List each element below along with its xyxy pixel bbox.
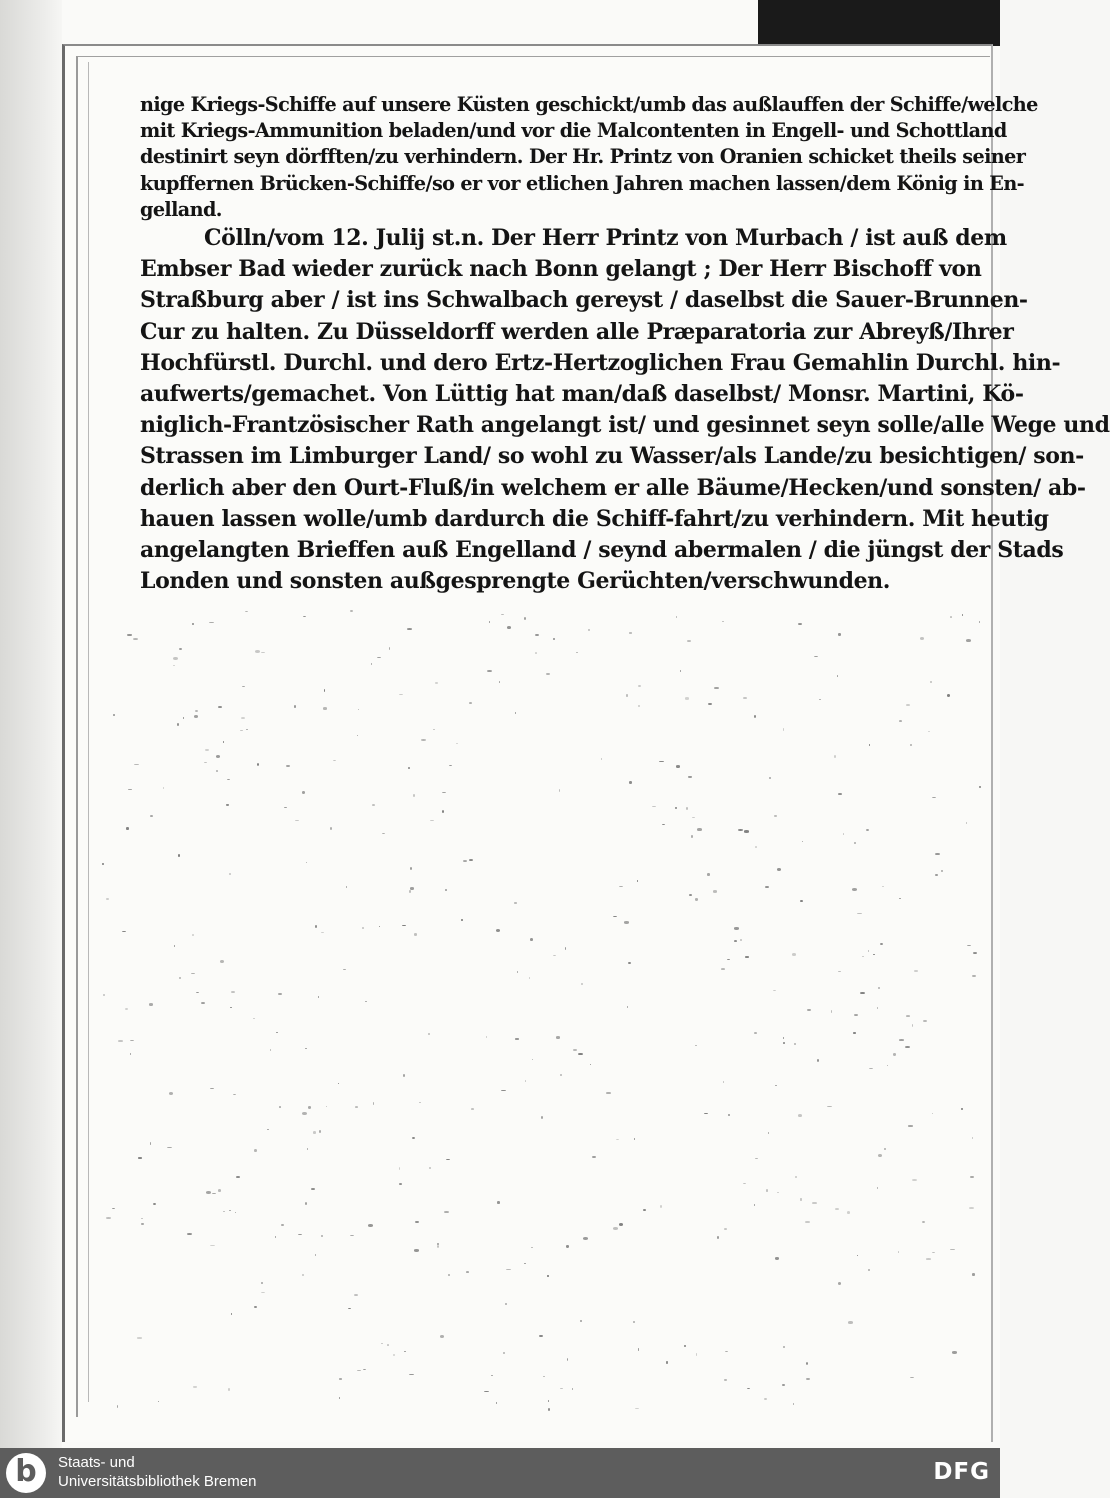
scan-speck	[624, 921, 629, 923]
scan-speck	[666, 1361, 667, 1363]
scan-speck	[228, 1388, 229, 1391]
scan-speck	[236, 1176, 240, 1178]
scan-speck	[854, 1014, 858, 1016]
institution-line-2: Universitätsbibliothek Bremen	[58, 1473, 257, 1490]
text-line: Hochfürstl. Durchl. und dero Ertz-Hertzoglichen Frau Gemahlin Durchl. hin-	[140, 349, 1061, 376]
scan-speck	[448, 1274, 450, 1276]
scan-speck	[339, 1378, 342, 1379]
scan-speck	[941, 870, 944, 872]
scan-speck	[806, 1362, 808, 1365]
institution-name[interactable]	[58, 1453, 256, 1491]
scan-speck	[315, 1254, 317, 1256]
scan-speck	[179, 977, 181, 978]
scan-speck	[947, 694, 950, 697]
scan-speck	[515, 1038, 519, 1039]
scan-speck	[920, 637, 924, 640]
scan-speck	[560, 1074, 562, 1076]
paragraph-cologne-report	[140, 223, 1110, 597]
scan-speck	[530, 938, 533, 941]
scan-speck	[613, 1227, 618, 1230]
scan-speck	[294, 705, 296, 708]
scan-speck	[333, 760, 336, 761]
scan-speck	[409, 1374, 413, 1375]
scan-speck	[195, 710, 198, 712]
scan-speck	[616, 1139, 619, 1140]
scan-speck	[878, 987, 880, 989]
scan-speck	[914, 970, 918, 972]
scan-speck	[440, 1335, 444, 1338]
scan-speck	[535, 634, 538, 636]
scan-speck	[368, 1224, 372, 1227]
scan-speck	[847, 1211, 850, 1214]
scan-speck	[970, 1176, 974, 1178]
scan-speck	[127, 634, 132, 635]
scan-speck	[497, 1201, 499, 1204]
scan-speck	[745, 956, 749, 957]
scan-speck	[923, 1020, 926, 1023]
scan-speck	[697, 828, 701, 831]
scan-speck	[354, 1294, 358, 1296]
scan-speck	[323, 707, 327, 709]
scan-speck	[721, 968, 725, 970]
scan-speck	[882, 886, 884, 887]
scan-speck	[138, 1157, 143, 1159]
text-line: nige Kriegs-Schiffe auf unsere Küsten geschickt/umb das außlauffen der Schiffe/welche	[140, 93, 1038, 116]
text-line: Embser Bad wieder zurück nach Bonn gelangt ; Der Herr Bischoff von	[140, 256, 982, 283]
scan-speck	[713, 890, 718, 892]
scan-speck	[117, 1405, 118, 1408]
scan-speck	[206, 1191, 211, 1194]
scan-speck	[680, 670, 681, 672]
scan-speck	[805, 1221, 809, 1223]
scan-speck	[744, 830, 749, 832]
scan-speck	[435, 682, 438, 683]
scan-speck	[685, 697, 690, 700]
scan-speck	[652, 806, 656, 807]
scan-speck	[324, 689, 325, 692]
scan-speck	[313, 1131, 316, 1134]
scan-speck	[496, 929, 500, 932]
scan-speck	[676, 616, 677, 617]
scan-speck	[270, 1049, 271, 1051]
scan-speck	[278, 993, 282, 995]
scan-speck	[257, 763, 259, 766]
scan-speck	[908, 1125, 913, 1126]
scan-speck	[573, 1049, 578, 1051]
scan-speck	[728, 1114, 730, 1117]
scan-speck	[192, 623, 194, 626]
scan-speck	[305, 1048, 307, 1049]
scan-speck	[660, 1205, 662, 1207]
scan-speck	[707, 873, 709, 876]
scan-speck	[546, 673, 551, 675]
scan-speck	[173, 657, 178, 660]
scan-speck	[619, 1223, 623, 1226]
scan-speck	[838, 793, 841, 795]
text-line: gelland.	[140, 197, 222, 221]
scan-speck	[979, 621, 980, 622]
scan-speck	[194, 715, 198, 718]
scan-speck	[626, 694, 627, 697]
scan-speck	[843, 833, 844, 835]
scan-speck	[926, 1258, 930, 1260]
text-line: hauen lassen wolle/umb dardurch die Schiff-fahrt/zu verhindern. Mit heutig	[140, 505, 1049, 532]
scan-speck	[798, 1114, 802, 1117]
scan-speck	[906, 1015, 910, 1017]
scan-speck	[837, 675, 838, 677]
scan-speck	[684, 1345, 685, 1346]
scan-speck	[819, 699, 821, 700]
scan-speck	[128, 789, 133, 790]
scan-speck	[734, 927, 738, 929]
scan-speck	[191, 973, 195, 974]
scan-speck	[691, 835, 693, 838]
scan-speck	[507, 626, 511, 629]
scan-speck	[755, 1158, 758, 1159]
scan-speck	[613, 916, 618, 918]
scan-speck	[912, 1024, 913, 1027]
scan-speck	[952, 1351, 956, 1353]
scan-speck	[471, 1108, 473, 1110]
scan-speck	[302, 791, 305, 794]
scan-speck	[377, 657, 381, 658]
scan-speck	[893, 1053, 896, 1056]
scan-speck	[899, 1039, 903, 1041]
scan-speck	[838, 633, 840, 635]
scan-speck	[869, 1068, 872, 1069]
scan-speck	[676, 765, 680, 767]
scan-speck	[413, 794, 415, 797]
scan-speck	[560, 1388, 562, 1389]
scan-speck	[633, 1321, 635, 1323]
scan-speck	[973, 952, 978, 954]
scan-speck	[125, 1008, 128, 1010]
scan-speck	[898, 1251, 899, 1253]
scan-speck	[421, 739, 426, 741]
text-line: angelangten Brieffen auß Engelland / seynd abermalen / die jüngst der Stads	[140, 537, 1064, 564]
scan-speck	[415, 1221, 419, 1223]
scan-speck	[204, 762, 206, 763]
scan-speck	[532, 1059, 533, 1060]
scan-speck	[103, 994, 105, 996]
scan-speck	[629, 781, 632, 783]
scan-speck	[216, 755, 220, 758]
scan-speck	[556, 1036, 560, 1038]
scan-speck	[442, 810, 444, 813]
scan-speck	[834, 755, 836, 758]
scan-speck	[775, 1257, 779, 1260]
text-line: derlich aber den Ourt-Fluß/in welchem er alle Bäume/Hecken/und sonsten/ ab-	[140, 474, 1086, 501]
scan-speck	[514, 902, 517, 903]
scan-speck	[229, 873, 230, 875]
footer-bar	[0, 1448, 1000, 1498]
scan-speck	[177, 723, 180, 726]
scan-speck	[205, 749, 209, 751]
scan-speck	[348, 1308, 351, 1309]
scan-speck	[149, 1003, 153, 1005]
scan-speck	[877, 1187, 878, 1189]
text-line: Londen und sonsten außgesprengte Gerüchten/verschwunden.	[140, 568, 891, 595]
scan-speck	[449, 765, 452, 766]
scan-speck	[878, 1154, 882, 1157]
scan-speck	[628, 962, 631, 964]
scan-speck	[935, 874, 939, 876]
scan-speck	[355, 1106, 358, 1108]
scan-speck	[783, 1346, 784, 1349]
scan-speck	[553, 638, 556, 639]
text-line: mit Kriegs-Ammunition beladen/und vor die Malcontenten in Engell- und Schottland	[140, 119, 1007, 143]
scan-speck	[212, 1193, 216, 1194]
text-line: Straßburg aber / ist ins Schwalbach gereyst / daselbst die Sauer-Brunnen-	[140, 287, 1028, 314]
scan-speck	[966, 639, 971, 642]
scan-speck	[409, 890, 410, 893]
scan-speck	[606, 1092, 610, 1095]
scan-speck	[414, 933, 418, 936]
scan-speck	[643, 1209, 647, 1211]
scan-speck	[740, 939, 742, 941]
scan-speck	[302, 1274, 304, 1275]
scan-speck	[410, 867, 412, 870]
scan-speck	[592, 1156, 596, 1158]
text-line: niglich-Frantzösischer Rath angelangt ist/ und gesinnet seyn solle/alle Wege und	[140, 412, 1110, 439]
scan-speck	[547, 1275, 549, 1278]
scan-speck	[365, 1001, 367, 1002]
scan-speck	[873, 954, 874, 955]
text-line: aufwerts/gemachet. Von Lüttig hat man/daß daselbst/ Monsr. Martini, Kö-	[140, 381, 1024, 408]
text-line: Cur zu halten. Zu Düsseldorff werden alle Præparatoria zur Abreyß/Ihrer	[140, 318, 1014, 345]
scan-speck	[373, 1102, 374, 1104]
scan-speck	[688, 776, 693, 778]
scan-speck	[687, 640, 691, 642]
scan-dark-strip	[758, 0, 1000, 46]
scan-speck	[922, 1221, 925, 1223]
scan-speck	[201, 1002, 205, 1004]
text-line: Strassen im Limburger Land/ so wohl zu Wasser/als Lande/zu besichtigen/ son-	[140, 443, 1084, 470]
scan-speck	[399, 1183, 403, 1185]
scan-speck	[838, 971, 841, 973]
scan-speck	[137, 1337, 142, 1338]
scan-speck	[319, 1130, 321, 1133]
scan-speck	[601, 758, 602, 759]
text-line: Cölln/vom 12. Julij st.n. Der Herr Printz von Murbach / ist auß dem	[204, 225, 1007, 252]
scan-speck	[414, 1249, 419, 1251]
scan-speck	[255, 650, 260, 653]
scan-speck	[798, 623, 802, 625]
scan-speck	[581, 983, 583, 985]
scan-speck	[800, 1198, 801, 1200]
scan-speck	[806, 1378, 810, 1380]
scan-margin-shadow	[0, 0, 62, 1448]
scan-speck	[794, 1043, 795, 1045]
scan-speck	[529, 977, 530, 979]
scan-speck	[838, 1282, 841, 1285]
scan-speck	[766, 1189, 769, 1191]
scan-speck	[158, 1401, 159, 1403]
scan-speck	[738, 829, 743, 831]
scan-speck	[254, 1149, 256, 1152]
scan-speck	[223, 741, 224, 743]
scan-speck	[442, 792, 445, 793]
scan-speck	[387, 1344, 389, 1346]
dfg-logo[interactable]: DFG	[933, 1459, 990, 1485]
scan-speck	[311, 1188, 315, 1190]
scan-speck	[695, 898, 698, 901]
scan-speck	[627, 1006, 628, 1008]
scan-speck	[543, 1376, 545, 1378]
scan-speck	[193, 1386, 197, 1387]
scan-speck	[765, 886, 769, 888]
scan-speck	[403, 1074, 405, 1077]
scan-speck	[279, 1106, 280, 1108]
scan-speck	[469, 859, 473, 861]
scan-speck	[430, 820, 435, 821]
scan-speck	[187, 1233, 192, 1235]
scan-speck	[444, 1211, 448, 1213]
scan-speck	[734, 940, 737, 942]
scan-speck	[880, 943, 883, 945]
scan-speck	[141, 1223, 144, 1224]
scan-speck	[961, 1108, 963, 1109]
scan-speck	[692, 817, 695, 818]
article-text	[140, 92, 1110, 597]
scan-speck	[106, 1217, 111, 1219]
scan-speck	[461, 919, 463, 920]
scan-speck	[848, 1321, 852, 1324]
scan-speck	[261, 652, 266, 653]
scan-speck	[245, 611, 248, 612]
scan-speck	[539, 1335, 543, 1337]
scan-speck	[906, 704, 910, 706]
scan-speck	[227, 779, 230, 780]
scan-speck	[505, 1303, 506, 1305]
scan-speck	[445, 889, 447, 891]
scan-speck	[305, 1202, 307, 1205]
scan-speck	[102, 863, 104, 866]
library-logo-icon[interactable]: b	[6, 1453, 46, 1493]
scan-speck	[429, 1167, 432, 1169]
scan-speck	[708, 703, 712, 705]
scan-speck	[226, 804, 229, 806]
scan-speck	[541, 1116, 543, 1119]
scan-speck	[407, 628, 412, 630]
scan-speck	[792, 953, 796, 956]
scan-speck	[638, 685, 641, 687]
scan-speck	[912, 1179, 917, 1181]
scan-speck	[754, 715, 756, 718]
scan-speck	[220, 960, 224, 963]
scan-speck	[634, 1138, 635, 1140]
scan-speck	[972, 1273, 975, 1275]
scan-speck	[774, 815, 778, 817]
scan-speck	[777, 868, 781, 871]
scan-speck	[548, 1408, 550, 1411]
institution-line-1: Staats- und	[58, 1454, 135, 1471]
text-line: destinirt seyn dörfften/zu verhindern. Der Hr. Printz von Oranien schicket theils seiner	[140, 145, 1026, 169]
scan-speck	[126, 827, 129, 829]
scan-speck	[659, 761, 664, 762]
scan-speck	[535, 652, 537, 654]
scan-speck	[210, 1245, 215, 1247]
scan-speck	[835, 1208, 839, 1210]
scan-speck	[192, 934, 194, 936]
scan-speck	[503, 1352, 504, 1354]
text-line: kupffernen Brücken-Schiffe/so er vor etlichen Jahren machen lassen/dem König in En-	[140, 171, 1025, 195]
scan-speck	[463, 860, 467, 862]
scan-speck	[979, 786, 982, 788]
